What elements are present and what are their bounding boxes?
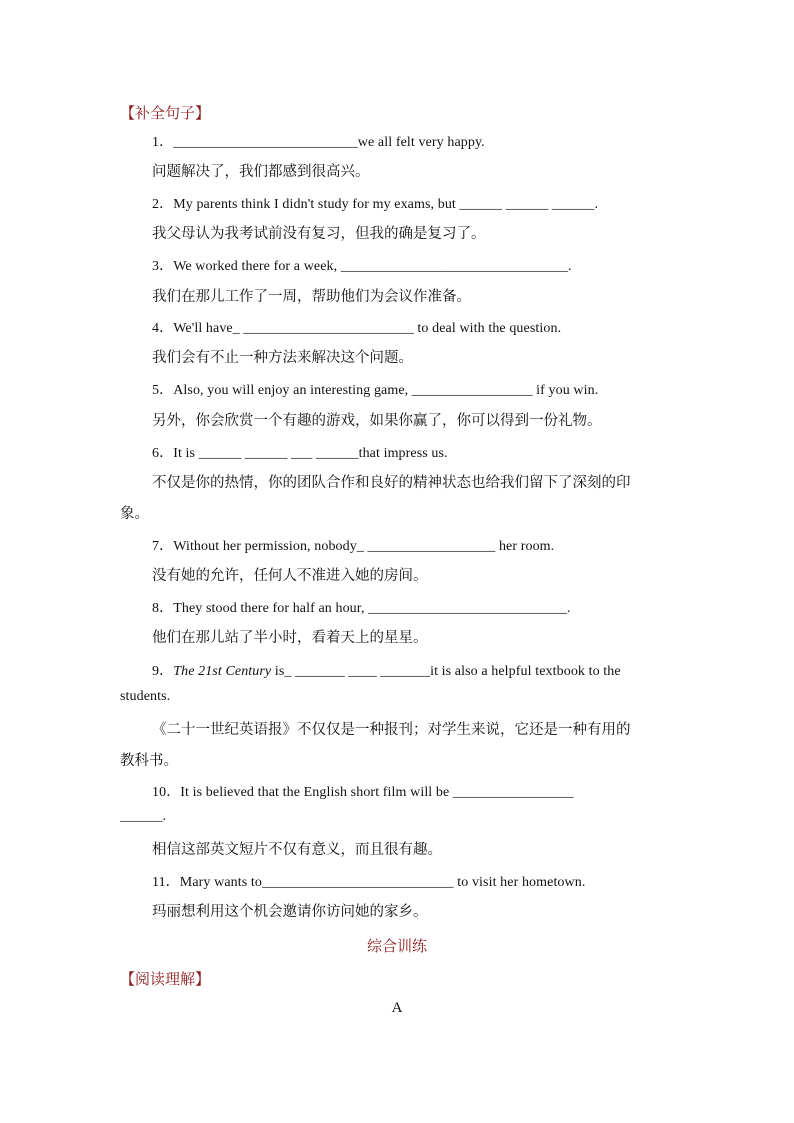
section-heading-complete-sentences: 【补全句子】 (120, 104, 211, 122)
question-10-english-cont: ______. (120, 809, 167, 824)
question-10-chinese: 相信这部英文短片不仅有意义，而且很有趣。 (152, 842, 442, 858)
question-9-english-cont: students. (120, 689, 171, 704)
question-5-chinese: 另外，你会欣赏一个有趣的游戏，如果你赢了，你可以得到一份礼物。 (152, 413, 602, 429)
question-4-english: 4．We'll have_ ________________________ to deal with the question. (152, 321, 562, 336)
question-9-chinese-cont: 教科书。 (120, 753, 178, 769)
question-6-english: 6．It is ______ ______ ___ ______that impress us. (152, 446, 448, 461)
question-9-text: is_ _______ ____ _______it is also a helpful textbook to the (271, 664, 621, 679)
passage-label: A (391, 1000, 403, 1016)
question-9-english (152, 660, 621, 680)
question-4-chinese: 我们会有不止一种方法来解决这个问题。 (152, 350, 413, 366)
question-10-english: 10．It is believed that the English short film will be _________________ (152, 785, 574, 800)
question-1-chinese: 问题解决了，我们都感到很高兴。 (152, 164, 370, 180)
question-11-chinese: 玛丽想利用这个机会邀请你访问她的家乡。 (152, 904, 428, 920)
question-1-english: 1．__________________________we all felt very happy. (152, 135, 485, 150)
question-8-chinese: 他们在那儿站了半小时，看着天上的星星。 (152, 630, 428, 646)
question-2-english: 2．My parents think I didn't study for my exams, but ______ ______ ______. (152, 197, 599, 212)
question-7-chinese: 没有她的允许，任何人不准进入她的房间。 (152, 568, 428, 584)
question-9-number: 9． (152, 664, 174, 679)
question-7-english: 7．Without her permission, nobody_ __________________ her room. (152, 539, 555, 554)
question-6-chinese-cont: 象。 (120, 506, 149, 522)
newspaper-title: The 21st Century (173, 664, 272, 679)
section-title-comprehensive-training: 综合训练 (366, 937, 427, 955)
question-2-chinese: 我父母认为我考试前没有复习，但我的确是复习了。 (152, 226, 486, 242)
question-8-english: 8．They stood there for half an hour, ____________________________. (152, 601, 571, 616)
question-5-english: 5．Also, you will enjoy an interesting game, _________________ if you win. (152, 383, 599, 398)
question-11-english: 11．Mary wants to___________________________ to visit her hometown. (152, 875, 586, 890)
section-heading-reading-comprehension: 【阅读理解】 (120, 970, 211, 988)
question-9-chinese: 《二十一世纪英语报》不仅仅是一种报刊；对学生来说，它还是一种有用的 (152, 722, 631, 738)
question-3-english: 3．We worked there for a week, ________________________________. (152, 259, 572, 274)
question-3-chinese: 我们在那儿工作了一周，帮助他们为会议作准备。 (152, 289, 471, 305)
question-6-chinese: 不仅是你的热情，你的团队合作和良好的精神状态也给我们留下了深刻的印 (152, 475, 631, 491)
